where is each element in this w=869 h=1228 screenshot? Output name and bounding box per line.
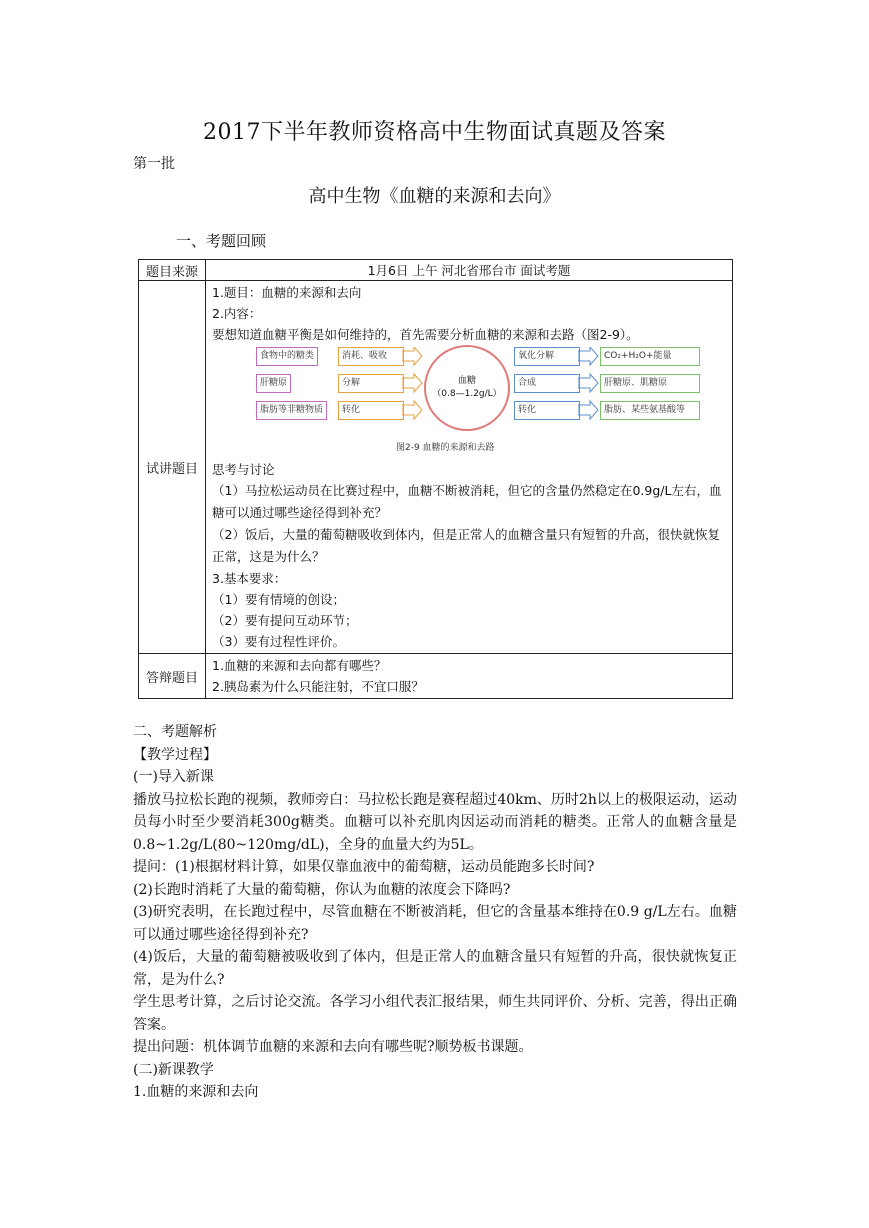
requirement-1: （1）要有情境的创设； — [212, 592, 345, 607]
source-label: 题目来源 — [139, 260, 206, 281]
exam-question-table — [138, 259, 733, 699]
discussion-heading: 思考与讨论 — [212, 462, 275, 477]
new-lesson-heading: (二)新课教学 — [133, 1061, 214, 1078]
student-activity: 学生思考计算，之后讨论交流。各学习小组代表汇报结果，师生共同评价、分析、完善，得出正确答案。 — [133, 994, 737, 1033]
raise-question: 提出问题：机体调节血糖的来源和去向有哪些呢?顺势板书课题。 — [133, 1039, 533, 1055]
defense-content — [206, 654, 733, 699]
arrow-label-synthesize: 合成 — [514, 374, 580, 393]
dest-box-glycogen: 肝糖原、肌糖原 — [600, 374, 700, 393]
lecture-content — [206, 281, 733, 654]
blood-sugar-diagram — [256, 347, 686, 459]
circle-title: 血糖 — [457, 376, 476, 386]
right-arrowheads — [578, 347, 600, 427]
document-title: 2017下半年教师资格高中生物面试真题及答案 — [203, 120, 666, 145]
dest-box-energy: CO₂+H₂O+能量 — [600, 347, 700, 366]
lecture-content-text: 要想知道血糖平衡是如何维持的，首先需要分析血糖的来源和去路（图2-9）。 — [212, 327, 639, 342]
arrow-label-convert-out: 转化 — [514, 401, 580, 420]
question-2: (2)长跑时消耗了大量的葡萄糖，你认为血糖的浓度会下降吗? — [133, 881, 511, 898]
arrow-label-oxidize: 氧化分解 — [514, 347, 580, 366]
intro-paragraph: 播放马拉松长跑的视频，教师旁白：马拉松长跑是赛程超过40km、历时2h以上的极限运动，运动员每小时至少要消耗300g糖类。血糖可以补充肌肉因运动而消耗的糖类。正常人的血糖含量是0.8~1.2g/L(80~120mg/dL)，全身的血量大约为5L。 — [133, 791, 737, 853]
question-1: 提问：(1)根据材料计算，如果仅靠血液中的葡萄糖，运动员能跑多长时间? — [133, 859, 595, 875]
left-arrowheads — [402, 347, 424, 427]
intro-heading: (一)导入新课 — [133, 769, 214, 785]
defense-q2: 2.胰岛素为什么只能注射，不宜口服？ — [212, 679, 424, 694]
figure-caption: 图2-9 血糖的来源和去路 — [396, 443, 495, 453]
question-4: (4)饭后，大量的葡萄糖被吸收到了体内，但是正常人的血糖含量只有短暂的升高，很快就恢复正常，是为什么? — [133, 949, 737, 988]
arrow-label-absorb: 消耗、吸收 — [338, 347, 404, 366]
lecture-content-heading: 2.内容： — [212, 306, 262, 321]
discussion-q1: （1）马拉松运动员在比赛过程中，血糖不断被消耗，但它的含量仍然稳定在0.9g/L左右，血糖可以通过哪些途径得到补充？ — [212, 483, 722, 520]
requirement-2: （2）要有提问互动环节； — [212, 613, 358, 628]
circle-range: （0.8—1.2g/L） — [432, 389, 502, 399]
source-box-liver-glycogen: 肝糖原 — [256, 374, 291, 393]
question-3: (3)研究表明，在长跑过程中，尽管血糖在不断被消耗，但它的含量基本维持在0.9 g/L左右。血糖可以通过哪些途径得到补充? — [133, 904, 737, 943]
defense-q1: 1.血糖的来源和去向都有哪些？ — [212, 658, 387, 673]
requirement-3: （3）要有过程性评价。 — [212, 634, 345, 649]
lesson-subtitle: 高中生物《血糖的来源和去向》 — [308, 186, 561, 207]
table-row-defense — [139, 654, 733, 699]
source-value: 1月6日 上午 河北省邢台市 面试考题 — [206, 260, 733, 281]
section-heading-review: 一、考题回顾 — [176, 232, 267, 250]
table-row-source — [139, 260, 733, 281]
blood-sugar-circle — [424, 345, 510, 431]
arrow-label-decompose: 分解 — [338, 374, 404, 393]
subsection-heading: 1.血糖的来源和去向 — [133, 1084, 259, 1100]
arrow-label-convert-in: 转化 — [338, 401, 404, 420]
table-row-lecture — [139, 281, 733, 654]
batch-label: 第一批 — [133, 156, 175, 172]
dest-box-fat-amino: 脂肪、某些氨基酸等 — [600, 401, 700, 420]
teaching-process-heading: 【教学过程】 — [133, 746, 217, 763]
analysis-section — [133, 721, 737, 1104]
source-box-food-sugar: 食物中的糖类 — [256, 347, 318, 366]
source-box-fat-nonsugar: 脂肪等非糖物质 — [256, 401, 327, 420]
lecture-topic: 1.题目：血糖的来源和去向 — [212, 285, 362, 300]
defense-label: 答辩题目 — [139, 654, 206, 699]
discussion-q2: （2）饭后，大量的葡萄糖吸收到体内，但是正常人的血糖含量只有短暂的升高，很快就恢复正常，这是为什么？ — [212, 527, 720, 564]
requirements-heading: 3.基本要求： — [212, 571, 287, 586]
section-heading-analysis: 二、考题解析 — [133, 724, 217, 740]
lecture-label: 试讲题目 — [139, 281, 206, 654]
